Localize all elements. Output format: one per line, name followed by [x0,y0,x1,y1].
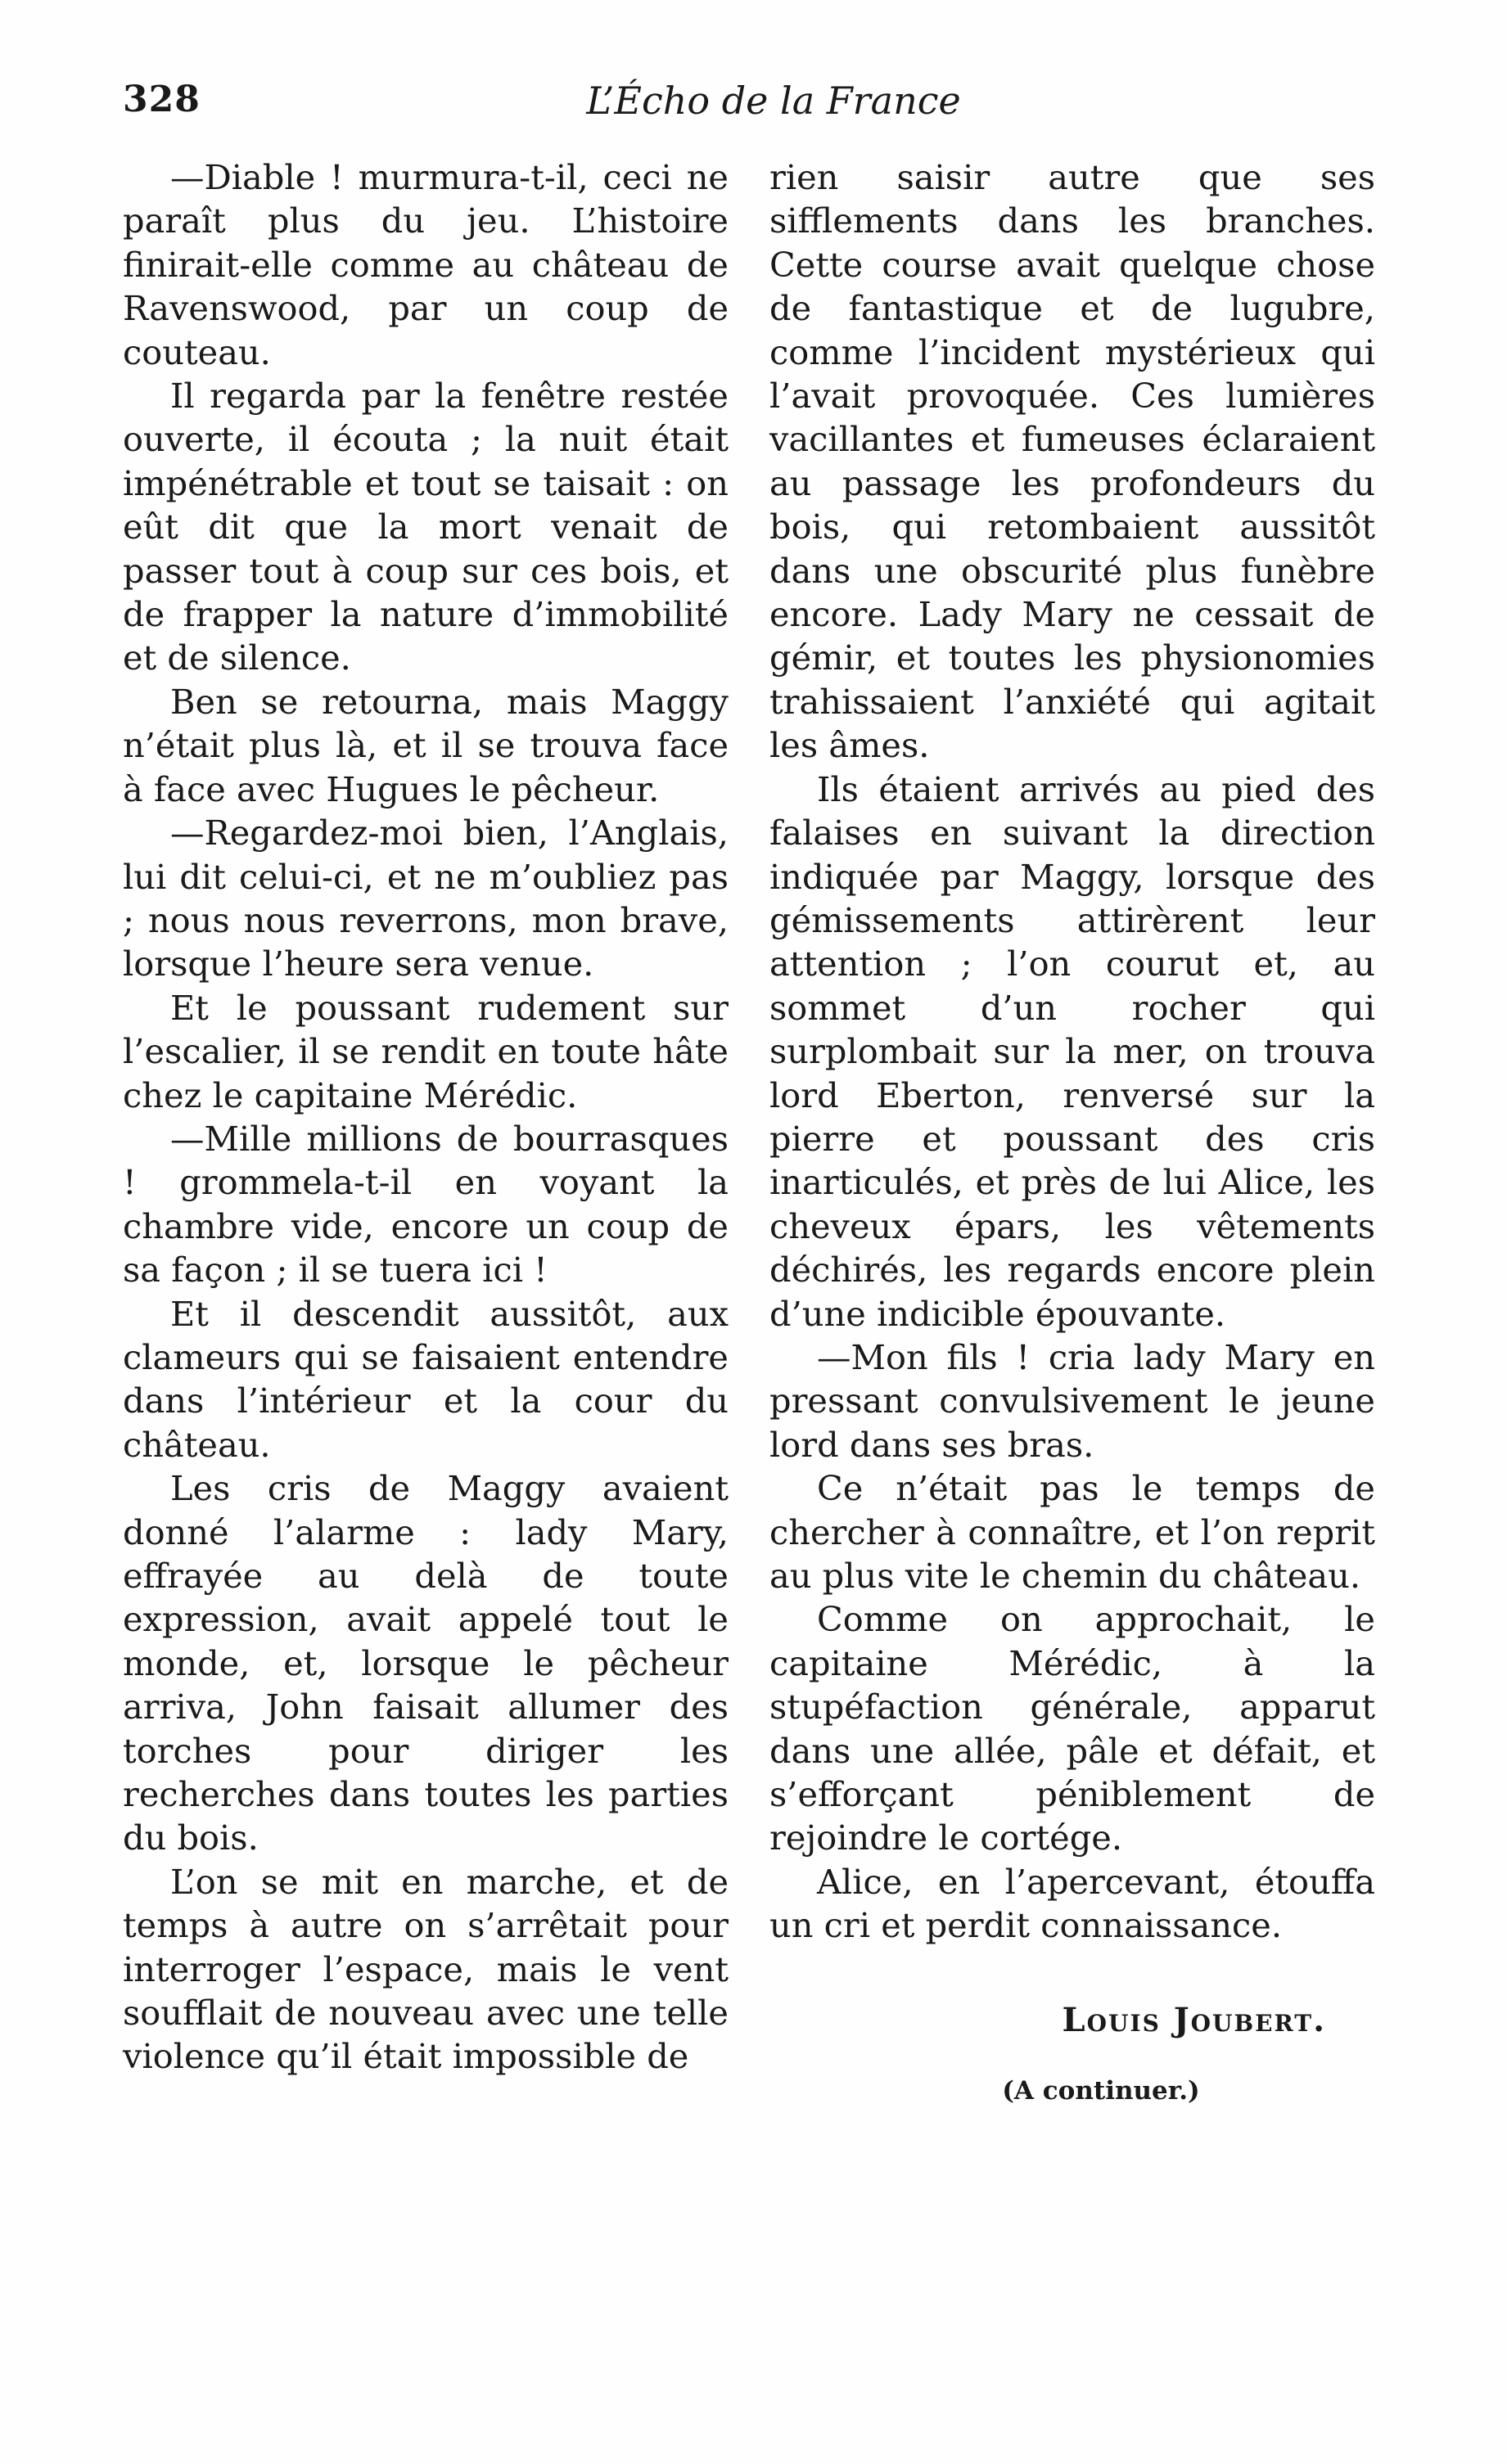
paragraph: rien saisir autre que ses sifflements dans les branches. Cette course avait quelque chose de fantastique et de lugubre, comme l’incident mystérieux qui l’avait provoquée. Ces lumières vacillantes et fumeuses éclaraient au passage les profondeurs du bois, qui retombaient aussitôt dans une obscurité plus funèbre encore. Lady Mary ne cessait de gémir, et toutes les physionomies trahissaient l’anxiété qui agitait les âmes. [769,157,1375,766]
paragraph: L’on se mit en marche, et de temps à autre on s’arrêtait pour interroger l’espace, mais le vent soufflait de nouveau avec une telle violence qu’il était impossible de [123,1861,729,2077]
paragraph: Il regarda par la fenêtre restée ouverte, il écouta ; la nuit était impénétrable et tout se taisait : on eût dit que la mort venait de passer tout à coup sur ces bois, et de frapper la nature d’immobilité et de silence. [123,376,729,678]
paragraph: Et le poussant rudement sur l’escalier, il se rendit en toute hâte chez le capitaine Mérédic. [123,987,729,1115]
paragraph: —Regardez-moi bien, l’Anglais, lui dit celui-ci, et ne m’oubliez pas ; nous nous reverrons, mon brave, lorsque l’heure sera venue. [123,813,729,984]
author-signature: Louis Joubert. [1062,2000,1326,2039]
paragraph: —Mon fils ! cria lady Mary en pressant convulsivement le jeune lord dans ses bras. [769,1336,1375,1465]
page-header [123,79,1375,136]
paragraph: Et il descendit aussitôt, aux clameurs qui se faisaient entendre dans l’intérieur et la cour du château. [123,1293,729,1465]
running-title: L’Écho de la France [586,79,961,123]
page-number: 328 [123,79,201,120]
paragraph: Ben se retourna, mais Maggy n’était plus là, et il se trouva face à face avec Hugues le pêcheur. [123,681,729,809]
paragraph: Ce n’était pas le temps de chercher à connaître, et l’on reprit au plus vite le chemin du château. [769,1468,1375,1596]
paragraph: Les cris de Maggy avaient donné l’alarme : lady Mary, effrayée au delà de toute expression, avait appelé tout le monde, et, lorsque le pêcheur arriva, John faisait allumer des torches pour diriger les recherches dans toutes les parties du bois. [123,1468,729,1858]
paragraph: Alice, en l’apercevant, étouffa un cri et perdit connaissance. [769,1861,1375,1946]
continuation-note: (A continuer.) [1002,2076,1200,2106]
paragraph: Ils étaient arrivés au pied des falaises en suivant la direction indiquée par Maggy, lorsque des gémissements attirèrent leur attention ; l’on courut et, au sommet d’un rocher qui surplombait sur la mer, on trouva lord Eberton, renversé sur la pierre et poussant des cris inarticulés, et près de lui Alice, les cheveux épars, les vêtements déchirés, les regards encore plein d’une indicible épouvante. [769,768,1375,1334]
left-text-column [123,155,729,2079]
paragraph: —Diable ! murmura-t-il, ceci ne paraît plus du jeu. L’histoire finirait-elle comme au château de Ravenswood, par un coup de couteau. [123,157,729,372]
paragraph: Comme on approchait, le capitaine Mérédic, à la stupéfaction générale, apparut dans une allée, pâle et défait, et s’efforçant péniblement de rejoindre le cortége. [769,1599,1375,1858]
right-text-column [769,155,1375,2113]
paragraph: —Mille millions de bourrasques ! grommela-t-il en voyant la chambre vide, encore un coup de sa façon ; il se tuera ici ! [123,1118,729,1291]
